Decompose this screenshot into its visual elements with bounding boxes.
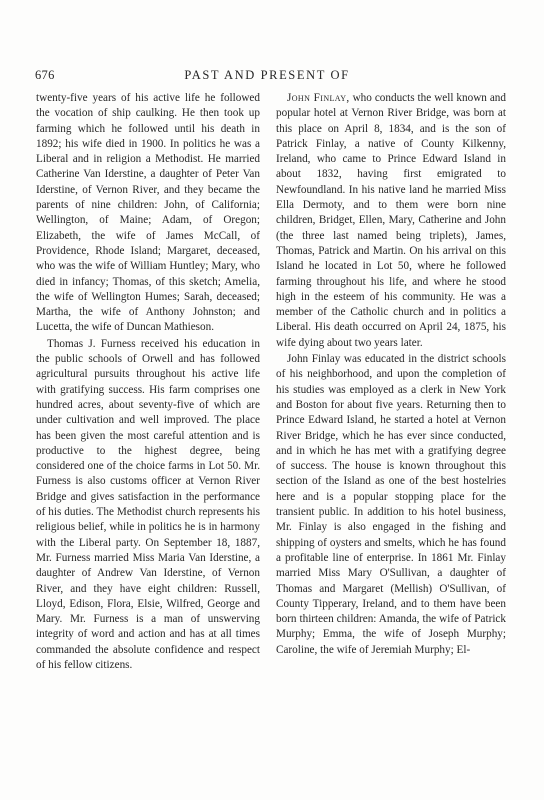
subject-name: John Finlay, [287, 92, 350, 104]
page-number: 676 [35, 68, 55, 82]
paragraph-john-finlay-intro [276, 91, 506, 351]
paragraph-continued: twenty-five years of his active life he followed the vocation of ship caulking. He then took up farming which he followed until his death in 1892; his wife died in 1900. In politics he was a Liberal and in religion a Methodist. He married Catherine Van Iderstine, a daughter of Peter Van Iderstine, of Vernon River, and they became the parents of nine children: John, of California; Wellington, of Maine; Adam, of Oregon; Elizabeth, the wife of James McCall, of Providence, Rhode Island; Margaret, deceased, who was the wife of William Huntley; Mary, who died in infancy; Thomas, of this sketch; Amelia, the wife of Wellington Humes; Sarah, deceased; Martha, the wife of Anthony Johnston; and Lucetta, the wife of Duncan Mathieson. [36, 92, 260, 334]
running-title: PAST AND PRESENT OF [184, 68, 350, 82]
paragraph-thomas-furness: Thomas J. Furness received his education in the public schools of Orwell and has followed agricultural pursuits throughout his active life with gratifying success. His farm comprises one hundred acres, about seventy-five of which are under cultivation and well improved. The place has been given the most careful attention and is productive to the highest degree, being considered one of the choice farms in Lot 50. Mr. Furness is also customs officer at Vernon River Bridge and gives satisfaction in the performance of his duties. The Methodist church represents his religious belief, while in politics he is in harmony with the Liberal party. On September 18, 1887, Mr. Furness married Miss Maria Van Iderstine, a daughter of Andrew Van Iderstine, of Vernon River, and they have eight children: Russell, Lloyd, Edison, Flora, Elsie, Wilfred, George and Mary. Mr. Furness is a man of unswerving integrity of word and action and has at all times commanded the absolute confidence and respect of his fellow citizens. [36, 337, 260, 671]
left-column [36, 91, 260, 673]
paragraph-john-finlay-career: John Finlay was educated in the district schools of his neighborhood, and upon the completion of his studies was employed as a clerk in New York and Boston for about five years. Returning then to Prince Edward Island, he started a hotel at Vernon River Bridge, which he has ever since conducted, and in which he has met with a gratifying degree of success. The house is known throughout this section of the Island as one of the best hostelries here and is a popular stopping place for the transient public. In addition to his hotel business, Mr. Finlay is also engaged in the fishing and shipping of oysters and smelts, which he has found a profitable line of enterprise. In 1861 Mr. Finlay married Miss Mary O'Sullivan, a daughter of Thomas and Margaret (Mellish) O'Sullivan, of County Tipperary, Ireland, and to them have been born thirteen children: Amanda, the wife of Patrick Murphy; Emma, the wife of Joseph Murphy; Caroline, the wife of Jeremiah Murphy; El- [276, 353, 506, 656]
right-column [276, 91, 506, 658]
page-header [35, 68, 499, 86]
paragraph-john-finlay-intro-text: who conducts the well known and popular hotel at Vernon River Bridge, was born at this place on April 8, 1834, and is the son of Patrick Finlay, a native of County Kilkenny, Ireland, who came to Prince Edward Island in about 1832, having first emigrated to Newfoundland. In his native land he married Miss Ella Dermoty, and to them were born nine children, Bridget, Ellen, Mary, Catherine and John (the three last named being triplets), James, Thomas, Patrick and Martin. On his arrival on this Island he located in Lot 50, where he followed farming throughout his life, and where he stood high in the esteem of his community. He was a member of the Catholic church and in politics a Liberal. His death occurred on April 24, 1875, his wife dying about two years later. [276, 92, 506, 349]
